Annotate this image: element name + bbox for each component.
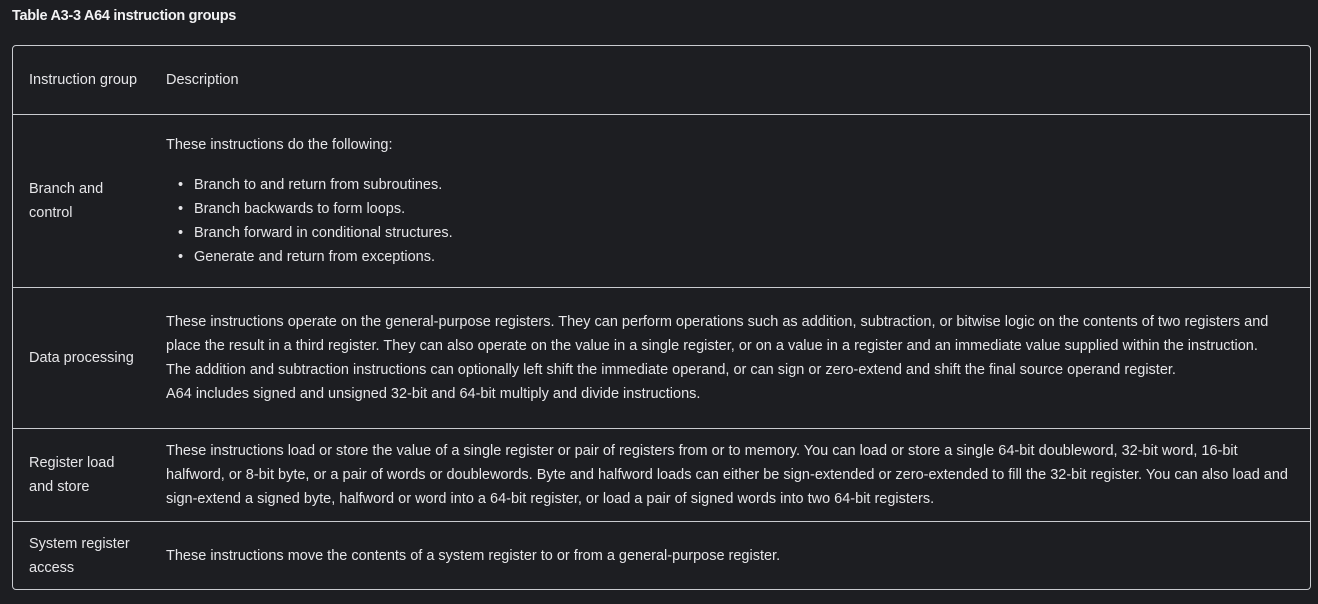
description-cell [150, 428, 1310, 521]
table-row [13, 428, 1310, 521]
table-header-row [13, 46, 1310, 114]
group-cell: Data processing [13, 287, 150, 428]
list-item: • Branch forward in conditional structures. [178, 221, 1292, 245]
group-cell: System register access [13, 521, 150, 590]
table-row [13, 114, 1310, 287]
description-paragraph: The addition and subtraction instructions can optionally left shift the immediate operand, or can sign or zero-extend and shift the final source operand register. [166, 361, 1176, 378]
group-cell: Register load and store [13, 428, 150, 521]
header-instruction-group: Instruction group [29, 71, 138, 88]
description-paragraph: These instructions load or store the value of a single register or pair of registers from or to memory. You can load or store a single 64-bit doubleword, 32-bit word, 16-bit halfword, or 8-bit byte, or a pair of words or doublewords. Byte and halfword loads can either be sign-extended or zero-extended to fill the 32-bit register. You can also load and sign-extend a signed byte, halfword or word into a 64-bit register, or load a pair of signed words into two 64-bit registers. [166, 442, 1289, 507]
description-cell [150, 521, 1310, 590]
description-paragraph: These instructions move the contents of a system register to or from a general-purpose register. [166, 547, 781, 564]
group-cell: Branch and control [13, 114, 150, 287]
description-intro: These instructions do the following: [166, 136, 393, 153]
table-row [13, 287, 1310, 428]
header-description: Description [166, 71, 239, 88]
table-caption: Table A3-3 A64 instruction groups [12, 8, 237, 24]
description-cell [150, 287, 1310, 428]
list-item: • Generate and return from exceptions. [178, 245, 1292, 269]
description-paragraph: A64 includes signed and unsigned 32-bit and 64-bit multiply and divide instructions. [166, 385, 701, 402]
instruction-groups-table [12, 45, 1311, 590]
table-row [13, 521, 1310, 590]
description-paragraph: These instructions operate on the general-purpose registers. They can perform operations such as addition, subtraction, or bitwise logic on the contents of two registers and place the result in a third register. They can also operate on the value in a single register, or on a value in a register and an immediate value supplied within the instruction. [166, 313, 1269, 354]
description-cell [150, 114, 1310, 287]
bullet-list [166, 173, 1292, 269]
list-item: • Branch to and return from subroutines. [178, 173, 1292, 197]
list-item: • Branch backwards to form loops. [178, 197, 1292, 221]
